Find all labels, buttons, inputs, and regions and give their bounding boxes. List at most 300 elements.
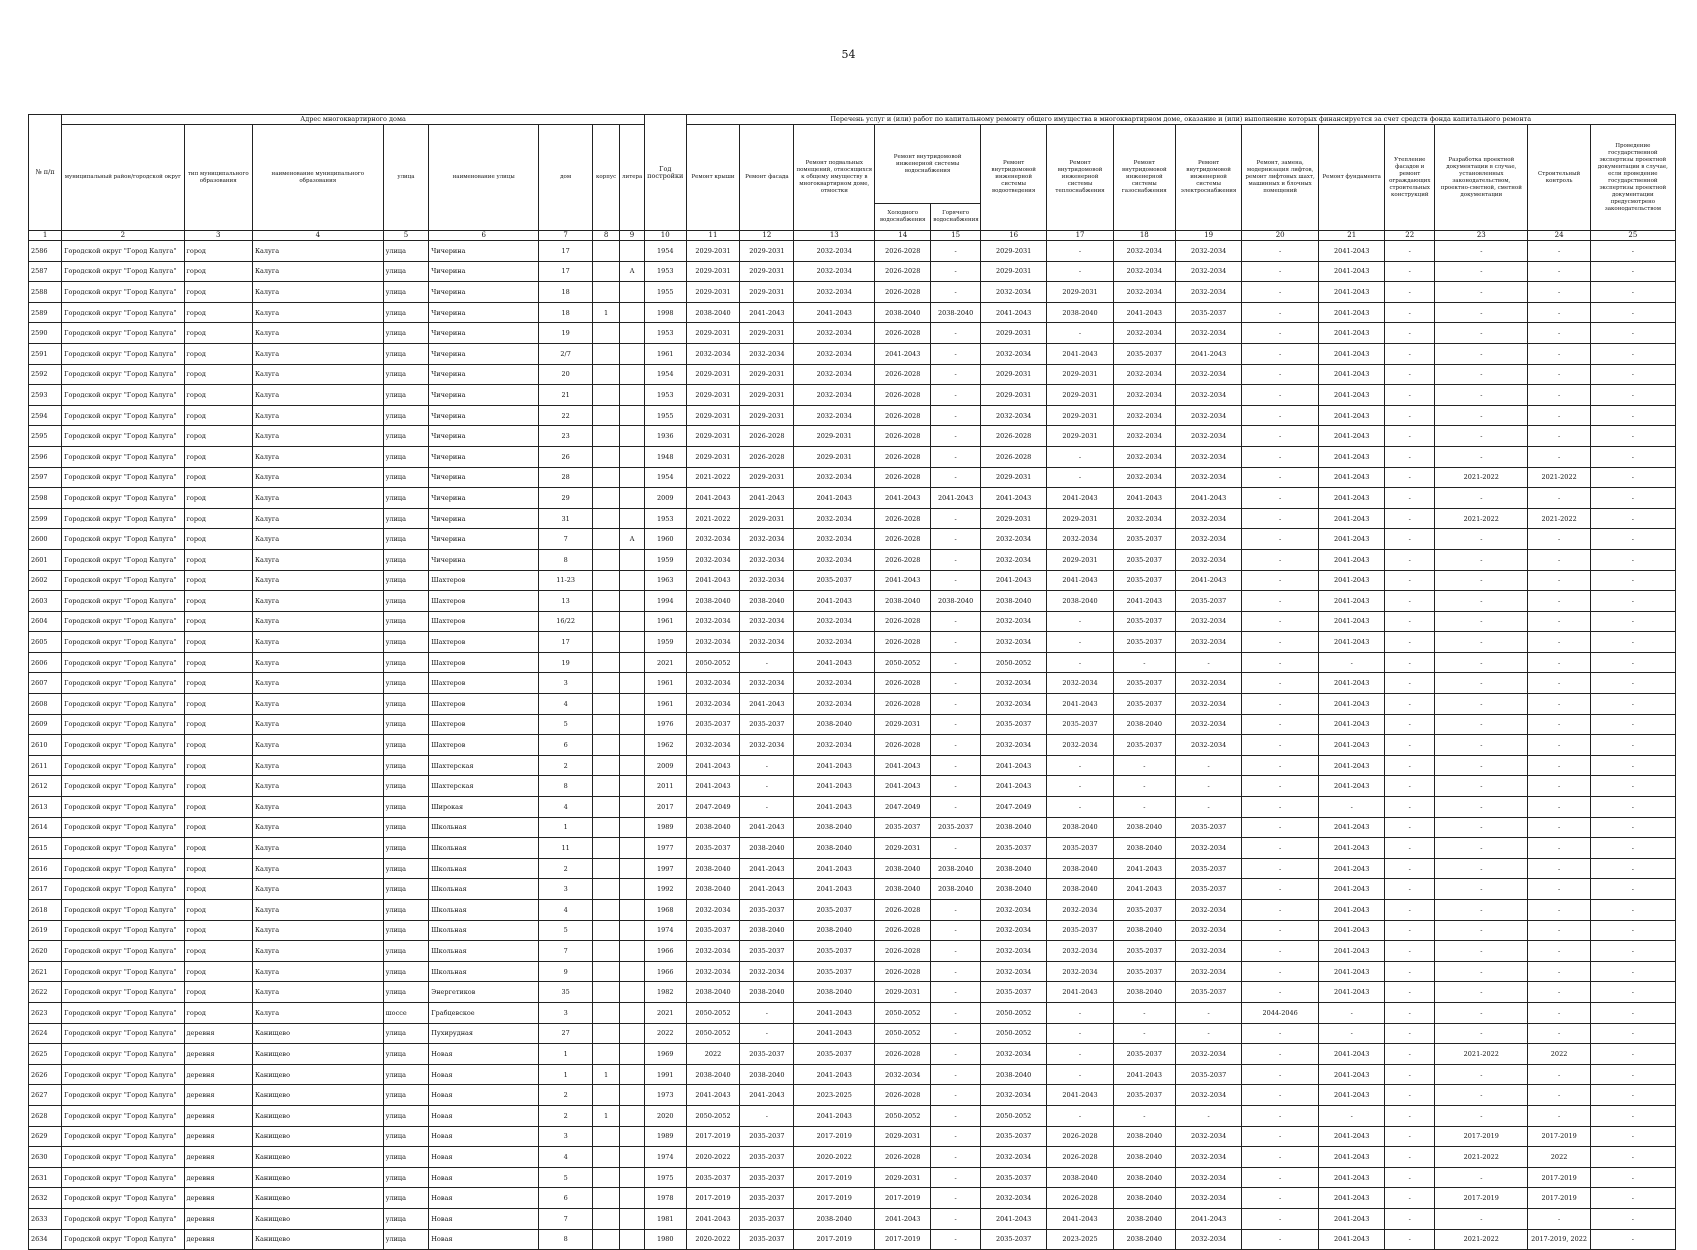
table-cell: 2 <box>539 755 593 776</box>
table-row <box>29 694 1676 715</box>
table-cell: - <box>1528 714 1590 735</box>
table-cell: улица <box>383 570 429 591</box>
table-cell: Школьная <box>429 838 539 859</box>
table-cell: 2626 <box>29 1064 62 1085</box>
table-cell: 2029-2031 <box>740 467 794 488</box>
table-cell: 7 <box>539 1208 593 1229</box>
table-cell: - <box>931 797 981 818</box>
table-cell: 2606 <box>29 652 62 673</box>
table-cell: 2029-2031 <box>1047 364 1113 385</box>
table-cell: 29 <box>539 488 593 509</box>
table-cell: 2598 <box>29 488 62 509</box>
table-cell: 19 <box>539 323 593 344</box>
table-cell: Чичерина <box>429 549 539 570</box>
table-cell: 16/22 <box>539 611 593 632</box>
table-cell: - <box>1528 591 1590 612</box>
table-cell: 2041-2043 <box>1175 1208 1241 1229</box>
header-year: Год постройки <box>645 115 686 231</box>
table-cell: 2026-2028 <box>875 529 931 550</box>
table-cell: улица <box>383 591 429 612</box>
table-cell: Городской округ "Город Калуга" <box>62 570 184 591</box>
table-cell <box>620 488 645 509</box>
table-cell: - <box>1242 549 1319 570</box>
table-cell: 4 <box>539 900 593 921</box>
table-cell <box>593 1044 620 1065</box>
table-cell: - <box>1435 282 1528 303</box>
table-cell: Городской округ "Город Калуга" <box>62 735 184 756</box>
table-cell <box>620 364 645 385</box>
table-cell: 2602 <box>29 570 62 591</box>
table-cell: 2588 <box>29 282 62 303</box>
table-cell: 2026-2028 <box>875 673 931 694</box>
table-cell: улица <box>383 941 429 962</box>
table-cell <box>593 961 620 982</box>
table-cell <box>593 508 620 529</box>
table-cell: - <box>1528 385 1590 406</box>
table-cell: - <box>1435 1167 1528 1188</box>
table-cell: - <box>1435 1085 1528 1106</box>
table-cell: 2038-2040 <box>1113 838 1175 859</box>
table-cell: - <box>1385 1229 1435 1250</box>
table-cell: 3 <box>539 1126 593 1147</box>
table-cell: 1981 <box>645 1208 686 1229</box>
table-cell: 2041-2043 <box>740 488 794 509</box>
table-cell: улица <box>383 1085 429 1106</box>
table-cell: город <box>184 364 252 385</box>
table-cell: 2032-2034 <box>980 961 1046 982</box>
table-cell: - <box>931 1126 981 1147</box>
table-cell: 2032-2034 <box>794 673 875 694</box>
table-cell: - <box>1528 858 1590 879</box>
table-cell: - <box>1242 1105 1319 1126</box>
table-cell: - <box>1175 1023 1241 1044</box>
table-cell: - <box>1047 1105 1113 1126</box>
table-cell: 2630 <box>29 1147 62 1168</box>
table-row <box>29 1002 1676 1023</box>
table-cell: 2041-2043 <box>1319 941 1385 962</box>
table-cell: - <box>931 632 981 653</box>
table-cell: - <box>931 714 981 735</box>
table-cell: 2032-2034 <box>686 611 740 632</box>
table-cell <box>620 1229 645 1250</box>
table-cell: - <box>1047 776 1113 797</box>
table-cell: - <box>1528 1002 1590 1023</box>
table-cell: - <box>1242 776 1319 797</box>
table-cell: 1 <box>539 817 593 838</box>
header-elec: Ремонт внутридомовой инженерной системы электроснабжения <box>1175 125 1241 231</box>
table-cell: - <box>1528 982 1590 1003</box>
table-cell <box>593 1085 620 1106</box>
header-korpus: корпус <box>593 125 620 231</box>
table-cell: город <box>184 241 252 262</box>
table-cell: Чичерина <box>429 446 539 467</box>
table-row <box>29 941 1676 962</box>
table-cell: Городской округ "Город Калуга" <box>62 900 184 921</box>
table-cell: 2038-2040 <box>686 879 740 900</box>
table-cell: город <box>184 961 252 982</box>
table-cell: 2590 <box>29 323 62 344</box>
table-cell: 2035-2037 <box>980 982 1046 1003</box>
table-cell: 2026-2028 <box>875 549 931 570</box>
table-cell: улица <box>383 282 429 303</box>
table-cell: 2017-2019 <box>1435 1188 1528 1209</box>
column-number: 15 <box>931 231 981 241</box>
table-cell: 2038-2040 <box>1047 591 1113 612</box>
table-cell: - <box>1047 1064 1113 1085</box>
table-cell: - <box>1590 364 1675 385</box>
table-cell: 2038-2040 <box>686 1064 740 1085</box>
table-cell: 2017-2019 <box>686 1188 740 1209</box>
table-cell: Городской округ "Город Калуга" <box>62 364 184 385</box>
table-cell: 2026-2028 <box>875 1147 931 1168</box>
table-cell: город <box>184 900 252 921</box>
table-cell: 2032-2034 <box>1113 241 1175 262</box>
table-cell: - <box>1385 982 1435 1003</box>
table-cell: 1961 <box>645 343 686 364</box>
table-cell: 2035-2037 <box>1113 961 1175 982</box>
table-cell: улица <box>383 838 429 859</box>
table-cell: - <box>1528 549 1590 570</box>
table-cell: деревня <box>184 1208 252 1229</box>
table-cell: - <box>1385 1044 1435 1065</box>
table-cell: Чичерина <box>429 343 539 364</box>
table-cell: 2631 <box>29 1167 62 1188</box>
table-cell: 2041-2043 <box>1319 735 1385 756</box>
column-number: 12 <box>740 231 794 241</box>
table-cell: - <box>1435 549 1528 570</box>
table-cell: - <box>1528 426 1590 447</box>
header-insulation: Утепление фасадов и ремонт ограждающих строительных конструкций <box>1385 125 1435 231</box>
table-cell: - <box>1435 488 1528 509</box>
table-cell: - <box>1047 446 1113 467</box>
table-cell: 1959 <box>645 632 686 653</box>
table-cell: 2621 <box>29 961 62 982</box>
table-cell: 1980 <box>645 1229 686 1250</box>
table-cell: 2605 <box>29 632 62 653</box>
table-cell: улица <box>383 961 429 982</box>
table-cell: 2035-2037 <box>1175 879 1241 900</box>
table-cell: 2035-2037 <box>1113 570 1175 591</box>
table-cell <box>620 467 645 488</box>
table-cell: 2021-2022 <box>1528 508 1590 529</box>
table-cell: 2041-2043 <box>1319 364 1385 385</box>
table-cell: город <box>184 385 252 406</box>
table-cell: 2041-2043 <box>1319 591 1385 612</box>
table-cell: Чичерина <box>429 488 539 509</box>
table-cell: - <box>1385 1188 1435 1209</box>
table-cell: Калуга <box>252 900 383 921</box>
table-cell: 1982 <box>645 982 686 1003</box>
table-cell: 2035-2037 <box>1175 858 1241 879</box>
table-cell: - <box>931 694 981 715</box>
table-cell: 2029-2031 <box>794 426 875 447</box>
table-cell: 2041-2043 <box>875 488 931 509</box>
table-cell: - <box>1175 1105 1241 1126</box>
table-cell: - <box>1590 920 1675 941</box>
table-cell: 2032-2034 <box>794 241 875 262</box>
table-cell: - <box>1113 1023 1175 1044</box>
table-cell: - <box>1435 1064 1528 1085</box>
table-cell <box>593 920 620 941</box>
table-cell: 2032-2034 <box>794 364 875 385</box>
table-cell: 2041-2043 <box>1319 900 1385 921</box>
table-cell: Калуга <box>252 982 383 1003</box>
table-cell: деревня <box>184 1085 252 1106</box>
page-number: 54 <box>841 48 856 61</box>
table-cell: Шахтерская <box>429 755 539 776</box>
table-cell: - <box>1590 385 1675 406</box>
table-cell: Калуга <box>252 570 383 591</box>
table-cell: 2032-2034 <box>794 549 875 570</box>
table-cell: 2050-2052 <box>980 1002 1046 1023</box>
table-cell: город <box>184 879 252 900</box>
table-cell: 2038-2040 <box>875 858 931 879</box>
table-cell: 18 <box>539 282 593 303</box>
table-cell: 2026-2028 <box>875 941 931 962</box>
table-cell: - <box>1590 1064 1675 1085</box>
table-cell: 2038-2040 <box>931 302 981 323</box>
table-cell: 2026-2028 <box>875 364 931 385</box>
table-row <box>29 302 1676 323</box>
table-cell: 2607 <box>29 673 62 694</box>
table-cell: - <box>1385 261 1435 282</box>
table-cell: Калуга <box>252 488 383 509</box>
table-cell: 2038-2040 <box>686 817 740 838</box>
table-cell: Городской округ "Город Калуга" <box>62 694 184 715</box>
table-cell: 2035-2037 <box>931 817 981 838</box>
table-cell: улица <box>383 632 429 653</box>
table-cell: 2029-2031 <box>740 364 794 385</box>
table-cell <box>593 343 620 364</box>
header-state-expertise: Проведение государственной экспертизы проектной документации в случае, если проведение государственной экспертизы проектной документации предусмотрено законодательством <box>1590 125 1675 231</box>
table-cell <box>593 570 620 591</box>
table-cell: 2029-2031 <box>980 364 1046 385</box>
table-row <box>29 1085 1676 1106</box>
table-cell: - <box>1528 694 1590 715</box>
table-cell: 2032-2034 <box>1113 385 1175 406</box>
table-cell: 2593 <box>29 385 62 406</box>
table-cell: 2035-2037 <box>740 900 794 921</box>
table-cell: Калуга <box>252 694 383 715</box>
table-row <box>29 961 1676 982</box>
table-cell: - <box>1242 323 1319 344</box>
table-cell: деревня <box>184 1064 252 1085</box>
table-cell: 2038-2040 <box>740 1064 794 1085</box>
table-cell <box>620 694 645 715</box>
table-cell: 2021 <box>645 652 686 673</box>
table-cell: - <box>1590 570 1675 591</box>
header-construction-control: Строительный контроль <box>1528 125 1590 231</box>
table-cell: 2026-2028 <box>875 323 931 344</box>
table-row <box>29 426 1676 447</box>
table-cell: шоссе <box>383 1002 429 1023</box>
table-cell: - <box>740 755 794 776</box>
table-cell: 6 <box>539 735 593 756</box>
table-cell: 2041-2043 <box>1319 714 1385 735</box>
table-cell: 2035-2037 <box>1047 920 1113 941</box>
table-cell: - <box>931 673 981 694</box>
table-cell: 35 <box>539 982 593 1003</box>
table-cell: 2029-2031 <box>686 446 740 467</box>
table-cell: 2035-2037 <box>1113 694 1175 715</box>
table-cell: - <box>1242 1208 1319 1229</box>
table-cell <box>620 302 645 323</box>
table-cell: 2035-2037 <box>740 1208 794 1229</box>
table-cell <box>593 797 620 818</box>
table-cell: - <box>1435 261 1528 282</box>
table-cell: 2041-2043 <box>1319 1044 1385 1065</box>
table-cell: - <box>1319 1023 1385 1044</box>
table-cell: 2041-2043 <box>686 1085 740 1106</box>
table-cell: 2041-2043 <box>875 776 931 797</box>
column-number: 18 <box>1113 231 1175 241</box>
table-cell: 2032-2034 <box>686 549 740 570</box>
table-cell: - <box>1385 405 1435 426</box>
table-cell <box>620 920 645 941</box>
table-row <box>29 1229 1676 1250</box>
table-cell: - <box>1385 1105 1435 1126</box>
table-cell: 2614 <box>29 817 62 838</box>
table-row <box>29 282 1676 303</box>
table-cell: 2041-2043 <box>1047 570 1113 591</box>
table-cell: 2017-2019 <box>794 1188 875 1209</box>
table-cell: 2017-2019 <box>686 1126 740 1147</box>
table-cell: 2032-2034 <box>980 611 1046 632</box>
table-cell: 2035-2037 <box>1113 549 1175 570</box>
table-row <box>29 591 1676 612</box>
table-cell: - <box>931 982 981 1003</box>
table-cell: - <box>1242 652 1319 673</box>
table-cell: - <box>1528 941 1590 962</box>
table-cell: 2029-2031 <box>980 241 1046 262</box>
table-cell: - <box>1385 302 1435 323</box>
table-cell: 2038-2040 <box>1113 1188 1175 1209</box>
table-cell <box>620 549 645 570</box>
table-cell: 1962 <box>645 735 686 756</box>
table-cell: - <box>1242 879 1319 900</box>
table-row <box>29 632 1676 653</box>
table-cell: 3 <box>539 1002 593 1023</box>
table-cell: 2609 <box>29 714 62 735</box>
table-cell: 2026-2028 <box>1047 1188 1113 1209</box>
table-cell: - <box>931 241 981 262</box>
table-cell: 2038-2040 <box>980 1064 1046 1085</box>
table-cell: 2026-2028 <box>875 446 931 467</box>
table-cell: - <box>931 323 981 344</box>
header-drain: Ремонт внутридомовой инженерной системы водоотведения <box>980 125 1046 231</box>
table-cell: - <box>1590 1229 1675 1250</box>
table-cell: - <box>1175 652 1241 673</box>
table-cell <box>593 1188 620 1209</box>
table-cell: 1954 <box>645 467 686 488</box>
table-cell <box>620 1023 645 1044</box>
table-cell: 2624 <box>29 1023 62 1044</box>
table-cell: Городской округ "Город Калуга" <box>62 797 184 818</box>
table-cell <box>593 282 620 303</box>
table-cell: 1 <box>593 1105 620 1126</box>
table-row <box>29 405 1676 426</box>
table-cell: 5 <box>539 1167 593 1188</box>
table-cell: Канищево <box>252 1229 383 1250</box>
table-cell: 2611 <box>29 755 62 776</box>
table-cell <box>620 611 645 632</box>
table-cell: 2038-2040 <box>1113 982 1175 1003</box>
table-cell: - <box>1435 405 1528 426</box>
table-cell: 2032-2034 <box>980 735 1046 756</box>
column-number: 16 <box>980 231 1046 241</box>
table-cell: 2032-2034 <box>1175 632 1241 653</box>
table-cell: Калуга <box>252 714 383 735</box>
table-cell: - <box>1590 838 1675 859</box>
table-cell: 2017-2019 <box>1528 1126 1590 1147</box>
table-cell: 2035-2037 <box>1175 591 1241 612</box>
table-cell: 2041-2043 <box>1319 241 1385 262</box>
table-cell: Чичерина <box>429 302 539 323</box>
table-cell: 2035-2037 <box>794 900 875 921</box>
table-cell: 2032-2034 <box>980 343 1046 364</box>
table-cell: 2035-2037 <box>1113 735 1175 756</box>
table-cell: Калуга <box>252 529 383 550</box>
table-cell: 1955 <box>645 405 686 426</box>
table-cell: 2038-2040 <box>875 879 931 900</box>
table-cell: 2038-2040 <box>1047 879 1113 900</box>
table-cell: - <box>1528 900 1590 921</box>
table-body <box>29 241 1676 1250</box>
table-cell: Калуга <box>252 364 383 385</box>
table-cell: 2017 <box>645 797 686 818</box>
table-cell: город <box>184 302 252 323</box>
table-cell: Шахтеров <box>429 652 539 673</box>
table-cell: - <box>1047 241 1113 262</box>
table-cell: 2038-2040 <box>794 982 875 1003</box>
table-cell: 2041-2043 <box>1047 982 1113 1003</box>
table-cell: 2032-2034 <box>1175 1167 1241 1188</box>
table-cell: 2035-2037 <box>1175 817 1241 838</box>
table-cell: 2041-2043 <box>1319 1085 1385 1106</box>
table-cell: 2041-2043 <box>1319 323 1385 344</box>
table-cell: - <box>931 1085 981 1106</box>
table-cell: - <box>931 385 981 406</box>
table-cell: Городской округ "Город Калуга" <box>62 879 184 900</box>
column-number: 7 <box>539 231 593 241</box>
table-cell: город <box>184 405 252 426</box>
table-cell: улица <box>383 858 429 879</box>
table-cell: 2035-2037 <box>794 941 875 962</box>
table-cell: Калуга <box>252 426 383 447</box>
table-cell: 2032-2034 <box>794 467 875 488</box>
table-cell: 2038-2040 <box>794 1208 875 1229</box>
table-cell: Городской округ "Город Калуга" <box>62 714 184 735</box>
table-cell: город <box>184 467 252 488</box>
table-cell: 2026-2028 <box>875 900 931 921</box>
table-cell: - <box>1435 714 1528 735</box>
table-cell: 2029-2031 <box>686 241 740 262</box>
table-cell: Городской округ "Город Калуга" <box>62 1167 184 1188</box>
table-cell: - <box>931 1167 981 1188</box>
table-cell: 2011 <box>645 776 686 797</box>
table-cell: 2041-2043 <box>1319 961 1385 982</box>
column-number: 22 <box>1385 231 1435 241</box>
table-cell: 2041-2043 <box>794 797 875 818</box>
table-cell <box>620 1044 645 1065</box>
table-cell: 2041-2043 <box>740 879 794 900</box>
table-cell: - <box>1590 426 1675 447</box>
table-cell: 2029-2031 <box>1047 549 1113 570</box>
table-cell: 2 <box>539 858 593 879</box>
table-cell <box>593 1229 620 1250</box>
table-cell: 2041-2043 <box>1319 1064 1385 1085</box>
table-cell: - <box>1435 632 1528 653</box>
